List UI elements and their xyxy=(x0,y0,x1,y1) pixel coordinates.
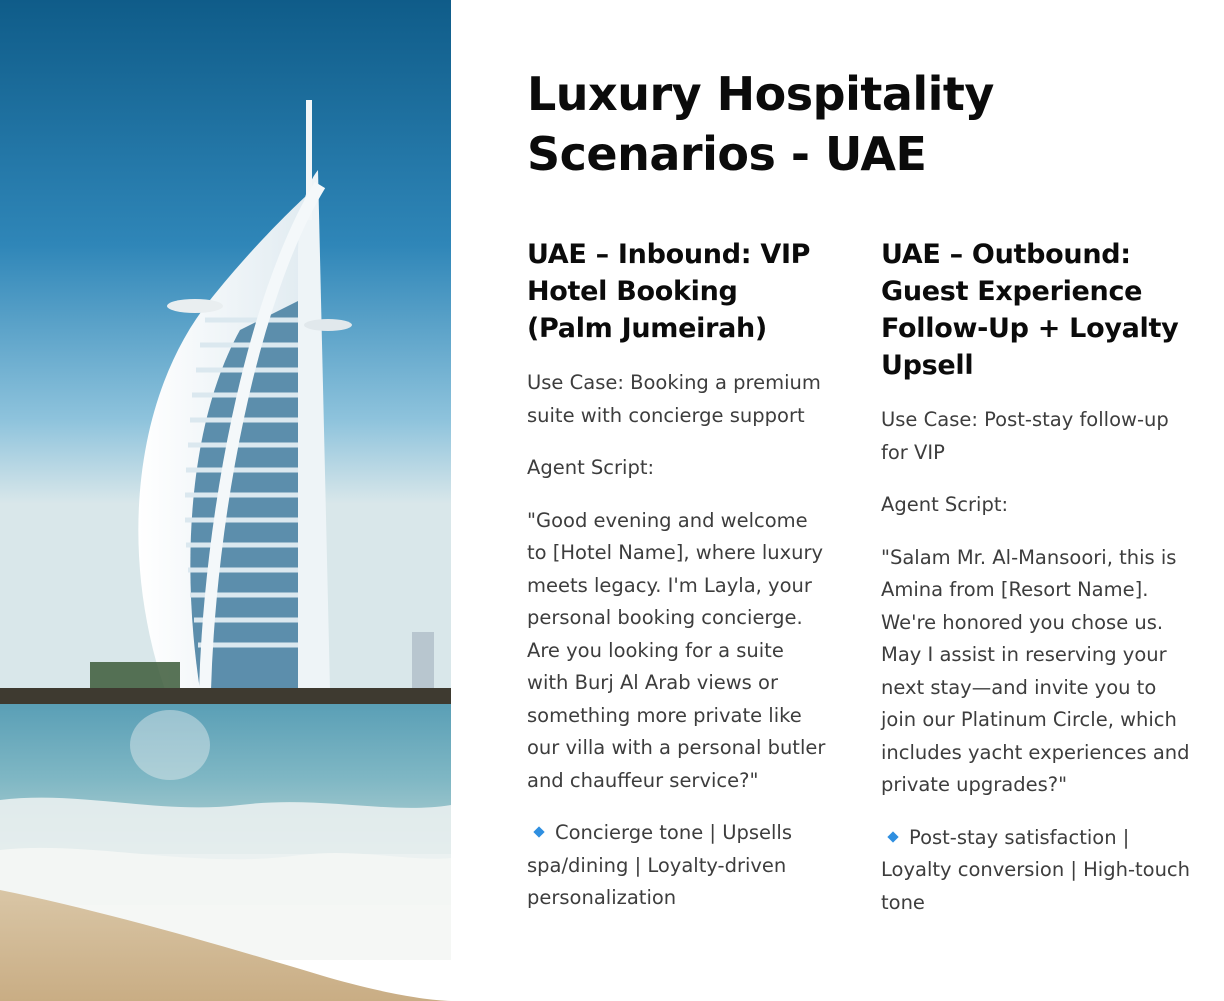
hotel-photo xyxy=(0,0,451,1001)
diamond-icon xyxy=(533,826,544,837)
agent-script-label: Agent Script: xyxy=(527,456,655,479)
use-case-text: Use Case: Post-stay follow-up for VIP xyxy=(881,408,1169,464)
page-title: Luxury Hospitality Scenarios - UAE xyxy=(527,67,994,181)
diamond-icon xyxy=(887,831,898,842)
agent-script-label: Agent Script: xyxy=(881,493,1009,516)
agent-script-text: "Good evening and welcome to [Hotel Name], where luxury meets legacy. I'm Layla, your personal booking concierge. Are you looking for a suite with Burj Al Arab views or something more private like our villa with a personal butler and chauffeur service?" xyxy=(527,508,826,792)
agent-script-text: "Salam Mr. Al-Mansoori, this is Amina from [Resort Name]. We're honored you chose us. May I assist in reserving your next stay—and invite you to join our Platinum Circle, which includes yacht experiences and private upgrades?" xyxy=(881,545,1190,796)
tags-text: Post-stay satisfaction | Loyalty conversion | High-touch tone xyxy=(881,825,1191,914)
scenario-inbound xyxy=(527,236,827,935)
tags-line xyxy=(881,822,1196,920)
tags-text: Concierge tone | Upsells spa/dining | Loyalty-driven personalization xyxy=(527,821,792,909)
scenario-heading: UAE – Outbound: Guest Experience Follow-Up + Loyalty Upsell xyxy=(881,239,1179,381)
scenario-heading: UAE – Inbound: VIP Hotel Booking (Palm Jumeirah) xyxy=(527,239,811,344)
use-case-text: Use Case: Booking a premium suite with concierge support xyxy=(527,371,821,427)
scenario-outbound xyxy=(881,236,1196,939)
tags-line xyxy=(527,817,827,915)
content-panel xyxy=(527,0,1207,1001)
